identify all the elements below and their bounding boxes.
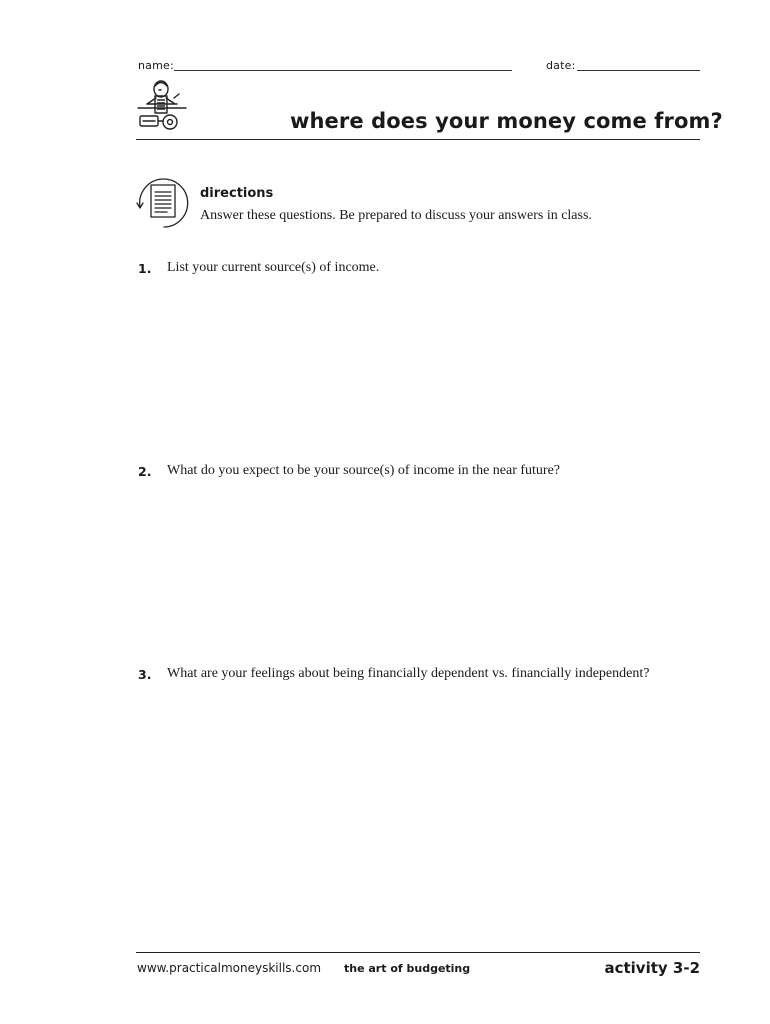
directions-heading: directions bbox=[200, 186, 274, 201]
footer-book-title: the art of budgeting bbox=[344, 962, 471, 975]
question-number: 2. bbox=[138, 464, 152, 479]
directions-text: Answer these questions. Be prepared to discuss your answers in class. bbox=[200, 208, 592, 223]
page-title: where does your money come from? bbox=[290, 109, 723, 133]
answer-area[interactable] bbox=[167, 488, 697, 648]
question-number: 1. bbox=[138, 261, 152, 276]
footer-url: www.practicalmoneyskills.com bbox=[137, 961, 322, 975]
date-label: date: bbox=[546, 59, 576, 72]
person-at-desk-icon bbox=[136, 78, 188, 136]
answer-area[interactable] bbox=[167, 691, 697, 931]
footer-rule bbox=[136, 952, 700, 953]
name-label: name: bbox=[138, 59, 174, 72]
question-text: List your current source(s) of income. bbox=[167, 260, 380, 275]
question-text: What do you expect to be your source(s) of income in the near future? bbox=[167, 463, 561, 478]
directions-document-icon bbox=[134, 175, 194, 231]
footer-activity: activity 3-2 bbox=[604, 959, 700, 977]
date-field[interactable] bbox=[577, 70, 700, 71]
question-text: What are your feelings about being financially dependent vs. financially independent? bbox=[167, 666, 650, 681]
title-rule bbox=[136, 139, 700, 140]
name-field[interactable] bbox=[174, 70, 512, 71]
answer-area[interactable] bbox=[167, 285, 697, 445]
question-number: 3. bbox=[138, 667, 152, 682]
